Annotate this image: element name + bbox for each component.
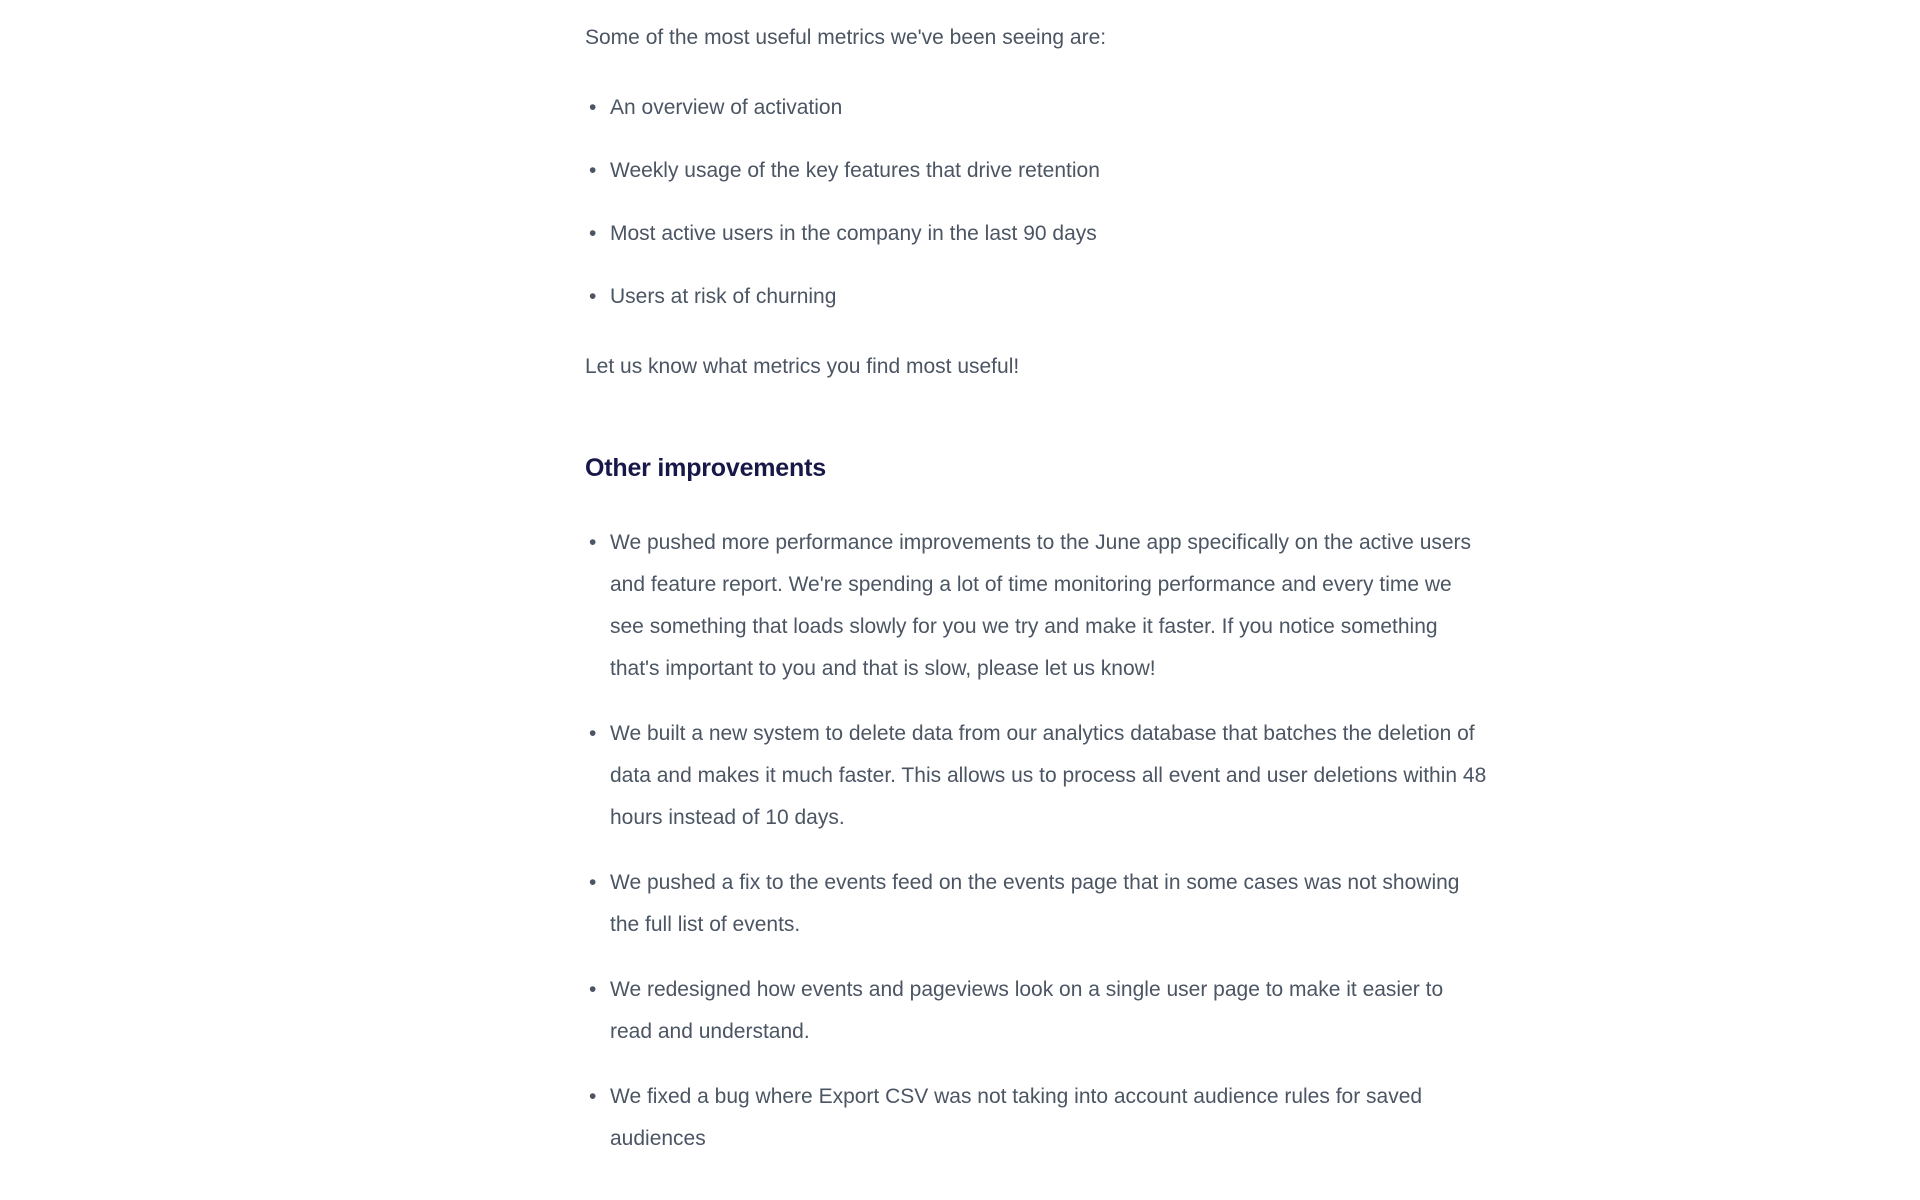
list-item: • We fixed a bug where Export CSV was not taking into account audience rules for saved audiences — [585, 1076, 1490, 1160]
intro-paragraph: Some of the most useful metrics we've been seeing are: — [585, 26, 1107, 49]
outro-paragraph: Let us know what metrics you find most useful! — [585, 355, 1020, 378]
improvements-list — [585, 522, 1490, 1160]
list-item: • Weekly usage of the key features that drive retention — [585, 150, 1490, 192]
list-item: • Most active users in the company in the last 90 days — [585, 213, 1490, 255]
metrics-list — [585, 87, 1490, 318]
list-item: • Users at risk of churning — [585, 276, 1490, 318]
list-item: • We pushed a fix to the events feed on the events page that in some cases was not showing the full list of events. — [585, 862, 1490, 946]
list-item: • An overview of activation — [585, 87, 1490, 129]
list-item: • We built a new system to delete data from our analytics database that batches the deletion of data and makes it much faster. This allows us to process all event and user deletions within 48 hours instead of 10 days. — [585, 713, 1490, 839]
list-item: • We redesigned how events and pageviews look on a single user page to make it easier to read and understand. — [585, 969, 1490, 1053]
section-heading: Other improvements — [585, 454, 826, 482]
list-item: • We pushed more performance improvements to the June app specifically on the active users and feature report. We're spending a lot of time monitoring performance and every time we see something that loads slowly for you we try and make it faster. If you notice something that's important to you and that is slow, please let us know! — [585, 522, 1490, 690]
changelog-content — [585, 17, 1490, 1160]
